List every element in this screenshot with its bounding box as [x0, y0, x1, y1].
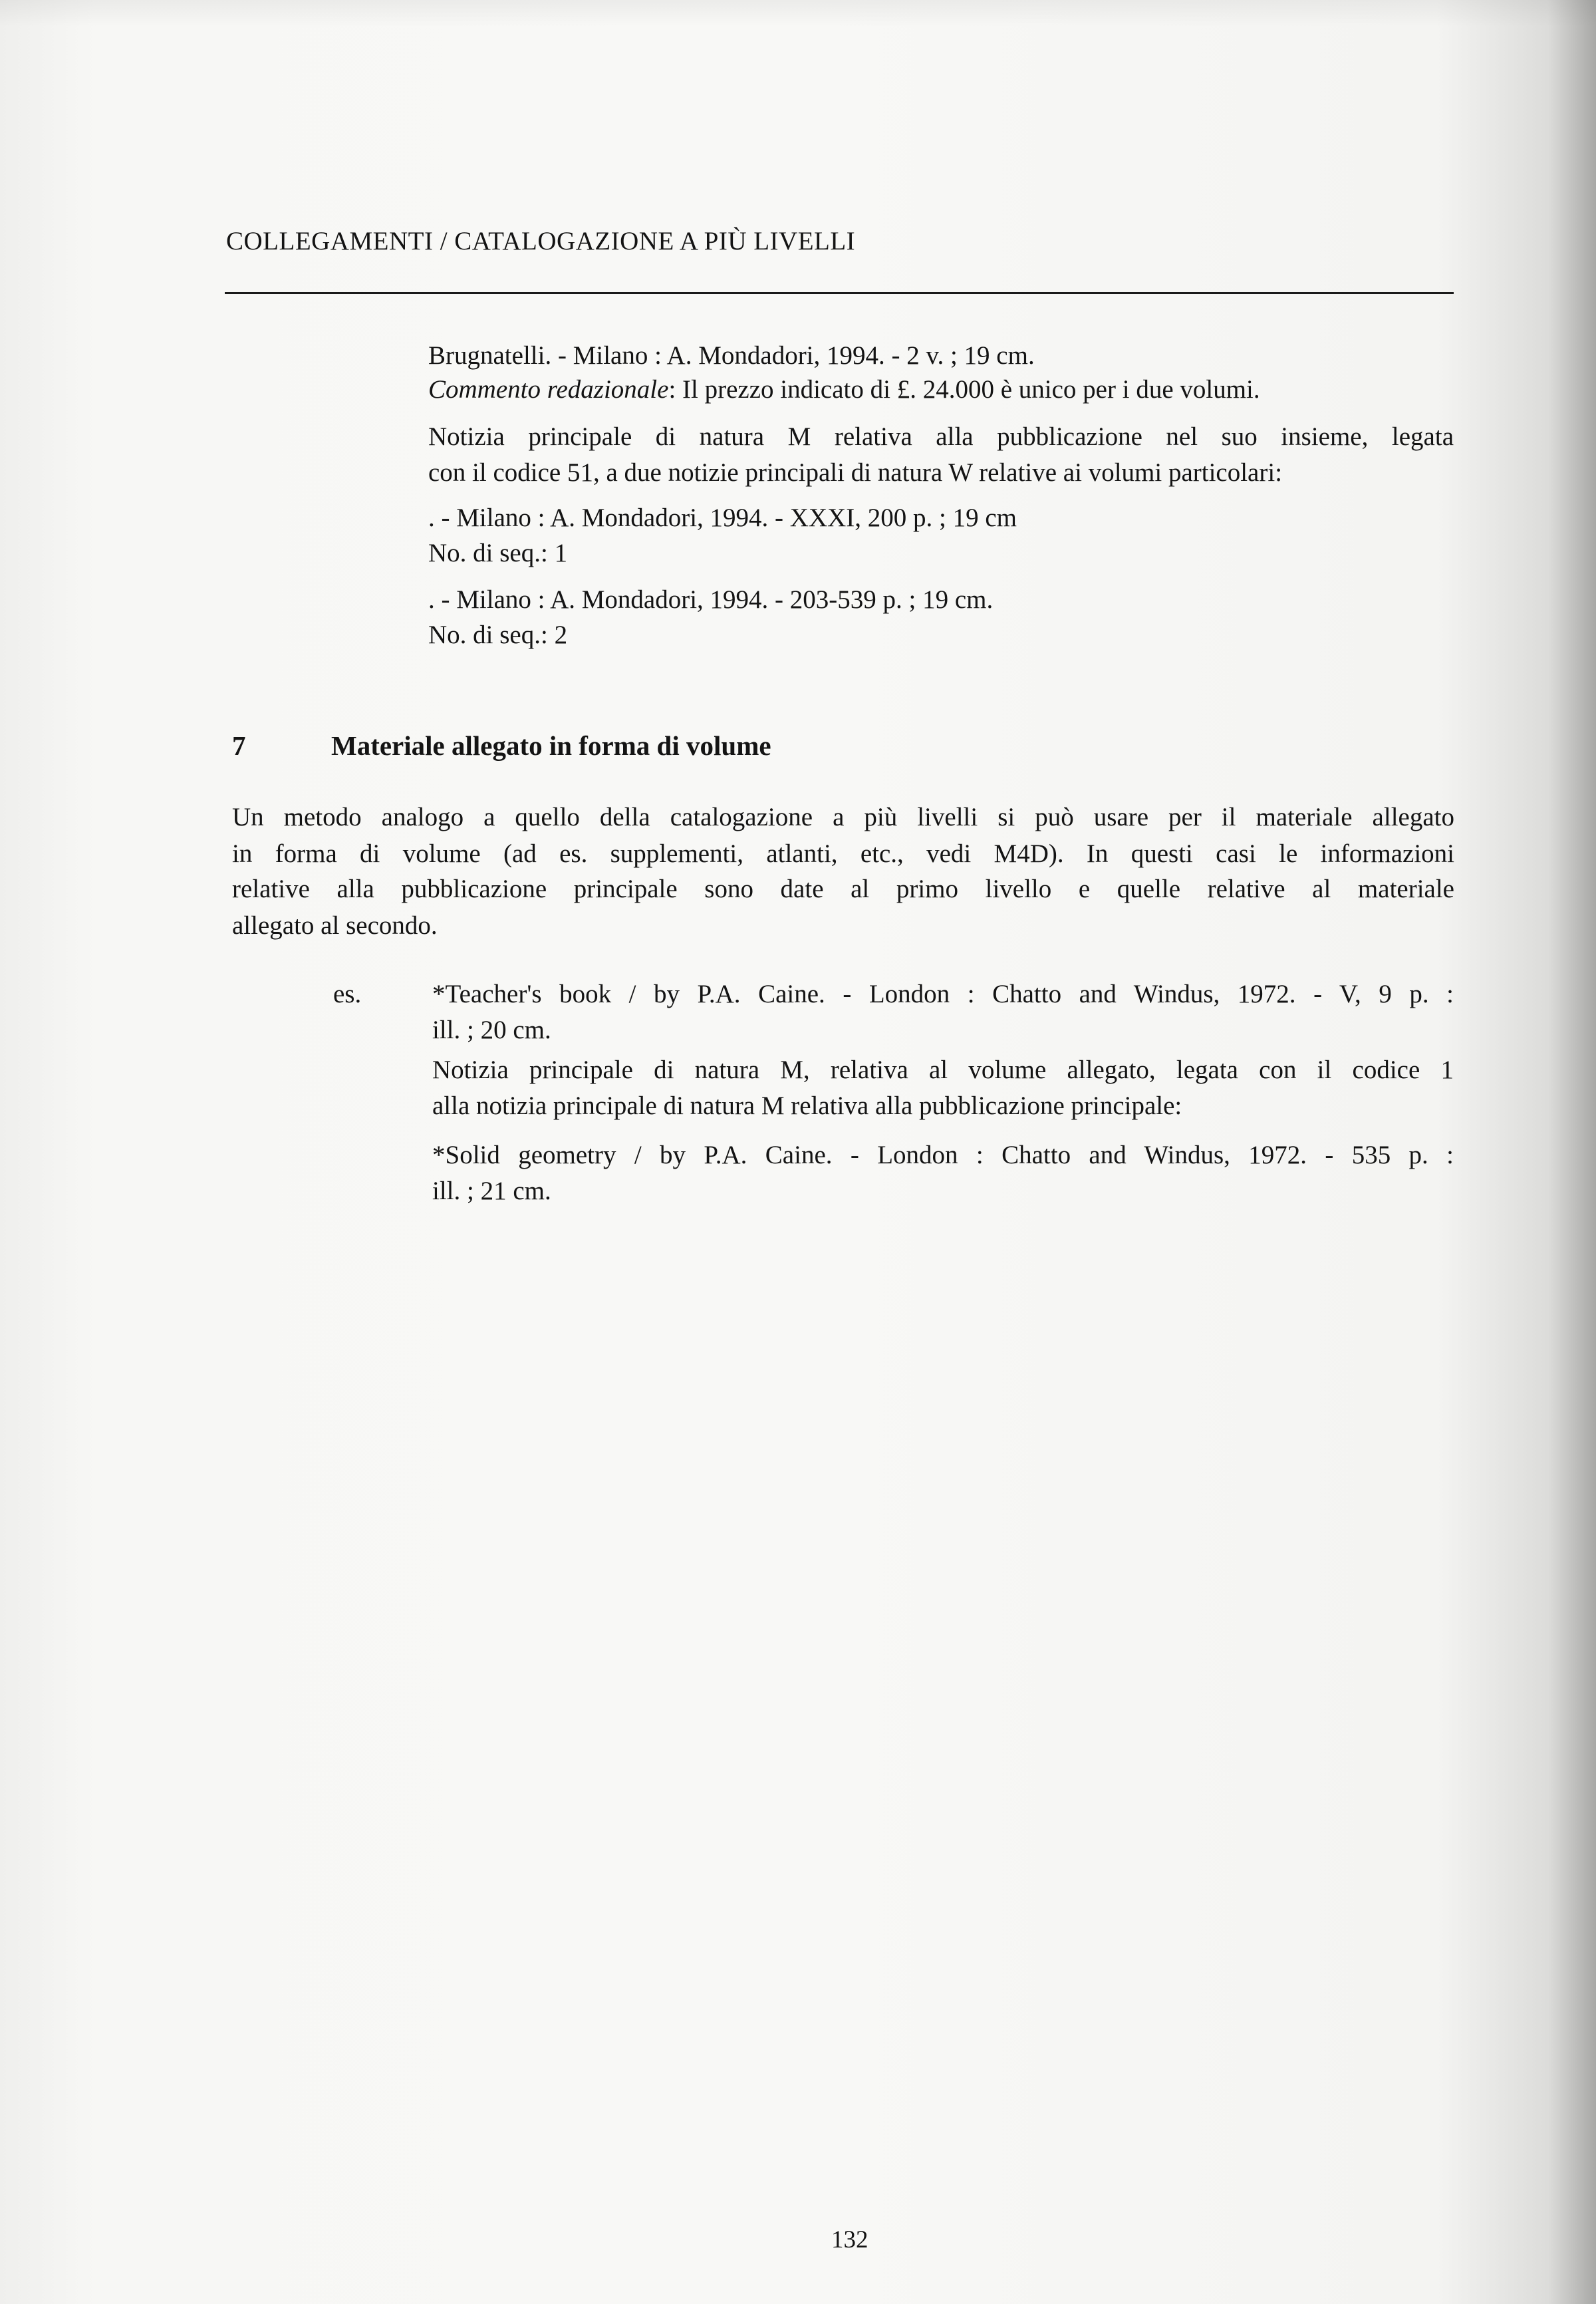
intro-line-1: Un metodo analogo a quello della catalogazione a più livelli si può usare per il materiale allegato — [232, 803, 1454, 831]
section-title: Materiale allegato in forma di volume — [331, 730, 771, 761]
volume-1-entry: . - Milano : A. Mondadori, 1994. - XXXI, 200 p. ; 19 cm — [428, 504, 1017, 532]
intro-line-4: allegato al secondo. — [232, 911, 438, 940]
example-note-line-1: Notizia principale di natura M, relativa al volume allegato, legata con il codice 1 — [432, 1056, 1454, 1084]
page-number: 132 — [831, 2226, 868, 2253]
volume-2-sequence: No. di seq.: 2 — [428, 621, 568, 649]
example-entry-1-line-1: *Teacher's book / by P.A. Caine. - London : Chatto and Windus, 1972. - V, 9 p. : — [432, 980, 1454, 1008]
editorial-comment — [428, 376, 1260, 402]
volume-1-sequence: No. di seq.: 1 — [428, 539, 568, 567]
entry-continuation-line: Brugnatelli. - Milano : A. Mondadori, 1994. - 2 v. ; 19 cm. — [428, 341, 1035, 370]
example-note-line-2: alla notizia principale di natura M relativa alla pubblicazione principale: — [432, 1091, 1182, 1120]
example-entry-1-line-2: ill. ; 20 cm. — [432, 1016, 551, 1044]
section-number: 7 — [232, 730, 246, 761]
volume-2-entry: . - Milano : A. Mondadori, 1994. - 203-539 p. ; 19 cm. — [428, 585, 994, 614]
example-label: es. — [333, 980, 362, 1008]
running-head: COLLEGAMENTI / CATALOGAZIONE A PIÙ LIVELLI — [226, 227, 856, 255]
example-entry-2-line-1: *Solid geometry / by P.A. Caine. - London : Chatto and Windus, 1972. - 535 p. : — [432, 1141, 1454, 1169]
intro-line-2: in forma di volume (ad es. supplementi, atlanti, etc., vedi M4D). In questi casi le informazioni — [232, 839, 1454, 868]
header-rule — [225, 292, 1454, 294]
editorial-comment-text: : Il prezzo indicato di £. 24.000 è unico per i due volumi. — [668, 375, 1260, 404]
page-shadow — [0, 0, 1596, 27]
example-entry-2-line-2: ill. ; 21 cm. — [432, 1177, 551, 1205]
intro-line-3: relative alla pubblicazione principale sono date al primo livello e quelle relative al materiale — [232, 875, 1454, 903]
main-record-note-line-1: Notizia principale di natura M relativa alla pubblicazione nel suo insieme, legata — [428, 422, 1454, 451]
main-record-note-line-2: con il codice 51, a due notizie principali di natura W relative ai volumi particolari: — [428, 458, 1283, 487]
editorial-comment-label: Commento redazionale — [428, 375, 669, 404]
